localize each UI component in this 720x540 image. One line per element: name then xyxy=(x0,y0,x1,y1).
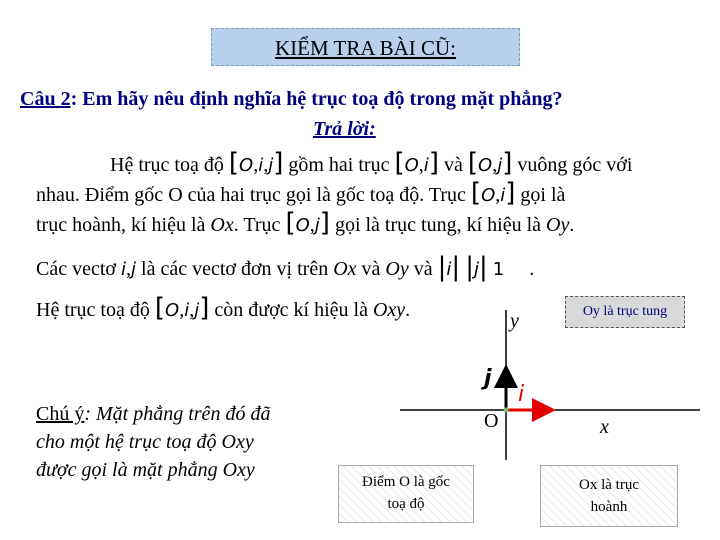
ox-label: Ox xyxy=(333,258,357,280)
bracket-icon: [ xyxy=(154,293,166,323)
comma: , xyxy=(495,184,501,206)
i-vector-symbol: i xyxy=(423,155,429,176)
s-a: Hệ trục toạ độ xyxy=(36,299,150,321)
i-vector-symbol: i xyxy=(184,300,190,321)
p2-a: nhau. Điểm gốc O của hai trục gọi là gốc toạ độ. Trục xyxy=(36,184,466,206)
origin-symbol: O xyxy=(165,300,180,321)
p1-a: Hệ trục toạ độ xyxy=(110,154,224,176)
abs-bar-icon: | xyxy=(451,252,461,282)
j-vector-symbol: j xyxy=(473,259,479,280)
j-vector-symbol: j xyxy=(497,155,503,176)
question-text: : Em hãy nêu định nghĩa hệ trục toạ độ trong mặt phẳng? xyxy=(70,88,563,110)
callout-oy xyxy=(565,296,685,328)
s-b: còn được kí hiệu là xyxy=(214,299,368,321)
callout-origin xyxy=(338,465,474,523)
bracket-icon: ] xyxy=(199,293,210,323)
bracket-icon: ] xyxy=(502,148,513,178)
j-vector-symbol: j xyxy=(268,155,274,176)
callout-ox xyxy=(540,465,678,527)
origin-symbol: O xyxy=(295,215,310,236)
j-vector-symbol: j xyxy=(194,300,200,321)
abs-bar-icon: | xyxy=(478,252,488,282)
p1-b: gồm hai trục xyxy=(288,154,390,176)
note-text-1: : Mặt phẳng trên đó đã xyxy=(84,403,271,425)
oxy-label: Oxy xyxy=(372,299,406,321)
v-a: Các vectơ xyxy=(36,258,116,280)
bracket-icon: [ xyxy=(467,148,479,178)
bracket-icon: [ xyxy=(285,208,296,238)
x-axis-label: x xyxy=(600,416,609,438)
v-c: và xyxy=(413,258,433,280)
bracket-icon: [ xyxy=(228,148,240,178)
abs-bar-icon: | xyxy=(437,252,447,282)
callout-oy-text: Oy là trục tung xyxy=(582,304,668,319)
paragraph-line-3 xyxy=(36,208,575,238)
y-axis-label: y xyxy=(510,310,519,332)
paragraph-line-2 xyxy=(36,178,566,208)
comma: , xyxy=(179,299,185,321)
i-vector-label: i xyxy=(518,382,525,407)
comma: , xyxy=(253,154,259,176)
comma: , xyxy=(418,154,424,176)
callout-ox-line-1: Ox là trục xyxy=(579,477,639,493)
comma: , xyxy=(189,299,195,321)
oy-label: Oy xyxy=(385,258,409,280)
note-label: Chú ý xyxy=(36,403,85,425)
ox-label: Ox xyxy=(210,214,234,236)
p3-c: gọi là trục tung, kí hiệu là xyxy=(334,214,542,236)
origin-symbol: O xyxy=(239,155,254,176)
p3-a: trục hoành, kí hiệu là xyxy=(36,214,206,236)
j-vector-symbol: j xyxy=(131,259,137,280)
bracket-icon: ] xyxy=(319,208,330,238)
origin-label: O xyxy=(484,410,499,432)
one-value: 1 xyxy=(492,259,505,280)
i-vector-symbol: i xyxy=(258,155,264,176)
paragraph-line-1 xyxy=(110,148,633,178)
s-dot: . xyxy=(405,299,411,321)
comma: , xyxy=(492,154,498,176)
i-vector-symbol: i xyxy=(500,185,506,206)
note-text-2: cho một hệ trục toạ độ Oxy xyxy=(36,431,254,453)
note xyxy=(36,400,270,484)
callout-ox-line-2: hoành xyxy=(590,499,628,515)
comma: , xyxy=(263,154,269,176)
note-text-3: được gọi là mặt phẳng Oxy xyxy=(36,459,255,481)
abs-bar-icon: | xyxy=(465,252,474,282)
p3-b: . Trục xyxy=(233,214,281,236)
p1-c: và xyxy=(443,154,463,176)
comma: , xyxy=(309,214,315,236)
page-title-text: KIỂM TRA BÀI CŨ: xyxy=(274,36,457,60)
bracket-icon: [ xyxy=(394,148,405,178)
question xyxy=(20,88,563,111)
origin-symbol: O xyxy=(481,185,496,206)
oy-label: Oy xyxy=(546,214,570,236)
bracket-icon: ] xyxy=(428,148,439,178)
i-vector-symbol: i xyxy=(120,259,126,280)
system-line xyxy=(36,293,411,323)
j-vector-symbol: j xyxy=(314,215,320,236)
j-vector-label: j xyxy=(484,366,492,391)
origin-symbol: O xyxy=(478,155,493,176)
comma: , xyxy=(126,258,131,280)
i-vector-symbol: i xyxy=(446,259,452,280)
answer-heading: Trả lời: xyxy=(313,118,376,140)
p3-d: . xyxy=(569,214,575,236)
callout-origin-line-2: toạ độ xyxy=(387,496,425,512)
p1-d: vuông góc với xyxy=(517,154,633,176)
v-b: là các vectơ đơn vị trên xyxy=(141,258,329,280)
question-number: Câu 2 xyxy=(20,88,71,110)
bracket-icon: [ xyxy=(470,178,482,208)
origin-point xyxy=(504,408,509,413)
p2-b: gọi là xyxy=(520,184,566,206)
callout-origin-line-1: Điểm O là gốc xyxy=(362,474,450,490)
vectors-line xyxy=(36,252,535,282)
bracket-icon: ] xyxy=(273,148,284,178)
origin-symbol: O xyxy=(404,155,419,176)
v-dot: . xyxy=(529,258,535,280)
v-and: và xyxy=(361,258,381,280)
bracket-icon: ] xyxy=(505,178,516,208)
page-title xyxy=(211,28,520,66)
